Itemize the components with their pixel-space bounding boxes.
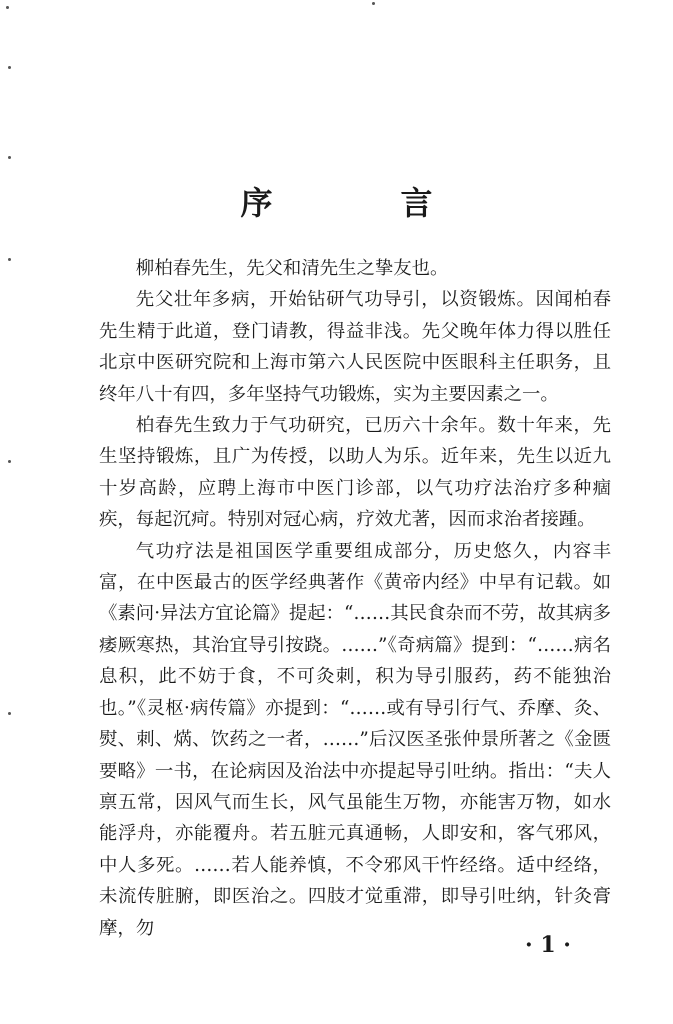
scan-speck bbox=[8, 460, 11, 463]
scan-speck bbox=[8, 258, 11, 261]
scan-speck bbox=[8, 66, 11, 69]
preface-body bbox=[99, 253, 611, 944]
page-number: · 1 · bbox=[525, 932, 571, 958]
paragraph: 气功疗法是祖国医学重要组成部分，历史悠久，内容丰富，在中医最古的医学经典著作《黄帝内经》中早有记载。如《素问·异法方宜论篇》提起：“……其民食杂而不劳，故其病多痿厥寒热，其治宜导引按跷。……”《奇病篇》提到：“……病名息积，此不妨于食，不可灸刺，积为导引服药，药不能独治也。”《灵枢·病传篇》亦提到：“……或有导引行气、乔摩、灸、熨、刺、焫、饮药之一者，……”后汉医圣张仲景所著之《金匮要略》一书，在论病因及治法中亦提起导引吐纳。指出：“夫人禀五常，因风气而生长，风气虽能生万物，亦能害万物，如水能浮舟，亦能覆舟。若五脏元真通畅，人即安和，客气邪风，中人多死。……若人能养慎，不令邪风干忤经络。适中经络，未流传脏腑，即医治之。四肢才觉重滞，即导引吐纳，针灸膏摩，勿 bbox=[99, 540, 611, 939]
scan-speck bbox=[6, 6, 9, 9]
paragraph: 先父壮年多病，开始钻研气功导引，以资锻炼。因闻柏春先生精于此道，登门请教，得益非浅。先父晚年体力得以胜任北京中医研究院和上海市第六人民医院中医眼科主任职务，且终年八十有四，多年坚持气功锻炼，实为主要因素之一。 bbox=[99, 289, 611, 405]
paragraph: 柳柏春先生，先父和清先生之挚友也。 bbox=[135, 258, 449, 279]
scan-speck bbox=[8, 156, 11, 159]
scan-speck bbox=[8, 712, 11, 715]
page-title: 序 言 bbox=[240, 184, 481, 222]
scan-speck bbox=[372, 2, 375, 5]
paragraph: 柏春先生致力于气功研究，已历六十余年。数十年来，先生坚持锻炼，且广为传授，以助人为乐。近年来，先生以近九十岁高龄，应聘上海市中医门诊部，以气功疗法治疗多种痼疾，每起沉疴。特别对冠心病，疗效尤著，因而求治者接踵。 bbox=[99, 415, 611, 531]
